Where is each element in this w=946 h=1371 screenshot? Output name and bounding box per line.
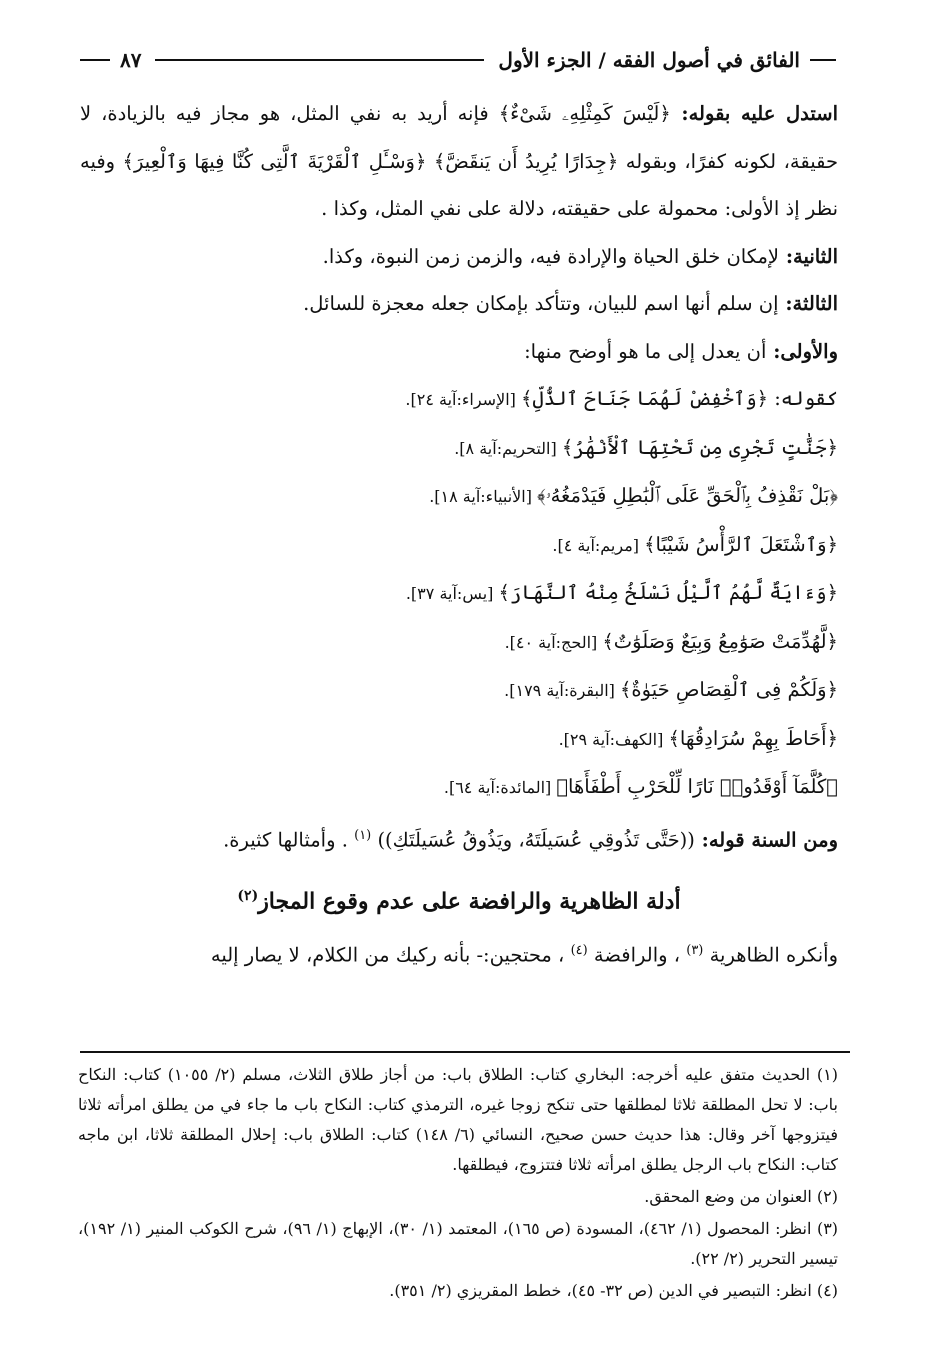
quran-quote: ﴿بَلْ نَقْذِفُ بِٱلْحَقِّ عَلَى ٱلْبَٰطِلِ فَيَدْمَغُهُۥ﴾: [537, 484, 838, 507]
quran-quote: ﴿لَّهُدِّمَتْ صَوَٰمِعُ وَبِيَعٌ وَصَلَوَٰتٌ﴾: [602, 629, 838, 653]
text-run: وفيه نظر إذ الأولى: محمولة على حقيقته، دلالة على نفي المثل، وكذا .: [80, 149, 838, 220]
footnote-marker: (٣): [686, 942, 704, 958]
verse-reference: [الحج:آية ٤٠].: [504, 632, 603, 652]
verse-reference: [المائدة:آية ٦٤].: [443, 778, 557, 797]
verse-reference: [الكهف:آية ٢٩].: [558, 729, 669, 749]
footnotes: [78, 1060, 838, 1308]
verse-reference: [الإسراء:آية ٢٤].: [405, 390, 521, 409]
example-line: [80, 715, 838, 764]
verse-reference: [يس:آية ٣٧].: [405, 584, 499, 603]
verse-reference: [مريم:آية ٤].: [552, 535, 645, 555]
example-line: [80, 618, 838, 667]
quran-quote: ﴿وَٱخْفِضْ لَهُمَا جَنَاحَ ٱلذُّلِّ﴾: [520, 387, 769, 410]
text-run: فإنه أريد به نفي المثل، هو مجاز فيه بالزيادة، لا حقيقة، لكونه كفرًا، وبقوله: [80, 102, 838, 173]
paragraph-denial: [80, 927, 838, 979]
example-line: [80, 763, 838, 812]
quran-quote: ﴿جِدَارًا يُرِيدُ أَن يَنقَضَّ﴾: [433, 149, 619, 173]
paragraph-label: استدل عليه بقوله:: [670, 102, 838, 125]
footnote-separator: [80, 1051, 850, 1053]
example-line: [80, 375, 838, 424]
footnote-1: (١) الحديث متفق عليه أخرجه: البخاري كتاب: الطلاق باب: من أجاز طلاق الثلاث، مسلم (٢/ ١٠٥٥) كتاب: النكاح باب: لا تحل المطلقة ثلاثا لمطلقها حتى تنكح زوجا غيره، الترمذي كتاب: النكاح باب ما جاء في من يطلق امرأته ثلاثا فيتزوجها آخر وقال: هذا حديث حسن صحيح، النسائي (٦/ ١٤٨) كتاب: الطلاق باب: إحلال المطلقة ثلاثا، ابن ماجه كتاب: النكاح باب الرجل يطلق امرأته ثلاثا فتتزوج، فيطلقها.: [78, 1065, 838, 1174]
spacer: [426, 150, 433, 173]
text-run: ، محتجين:- بأنه ركيك من الكلام، لا يصار إليه: [210, 943, 571, 967]
example-line: [80, 666, 838, 715]
text-run: لإمكان خلق الحياة والإرادة فيه، والزمن زمن النبوة، وكذا.: [322, 244, 780, 268]
paragraph-third: [80, 280, 838, 328]
paragraph-label: الثالثة:: [778, 292, 838, 315]
header-dash-right: [810, 59, 836, 61]
footnote-marker: (٢): [237, 887, 259, 904]
footnote-2: (٢) العنوان من وضع المحقق.: [644, 1187, 838, 1206]
section-heading: [80, 870, 838, 927]
quran-quote: ﴿وَءَايَةٌ لَّهُمُ ٱلَّيْلُ نَسْلَخُ مِنْهُ ٱلنَّهَارَ﴾: [498, 581, 838, 604]
quran-quote: ﴿كُلَّمَآ أَوْقَدُوا۟ نَارًا لِّلْحَرْبِ أَطْفَأَهَا﴾: [556, 775, 838, 798]
page-number: ٨٧: [120, 48, 142, 72]
text-run: إن سلم أنها اسم للبيان، وتتأكد بإمكان جعله معجزة للسائل.: [303, 292, 779, 315]
text-run: أن يعدل إلى ما هو أوضح منها:: [524, 339, 767, 363]
paragraph-first-argument: [80, 90, 838, 233]
example-line: [80, 521, 838, 570]
verse-reference: [الأنبياء:آية ١٨].: [429, 487, 538, 506]
example-line: [80, 424, 838, 473]
paragraph-label: الثانية:: [779, 244, 838, 268]
paragraph-label: ومن السنة قوله:: [694, 828, 838, 851]
footnote-3: (٣) انظر: المحصول (١/ ٤٦٢)، المسودة (ص ١٦٥)، المعتمد (١/ ٣٠)، الإبهاج (١/ ٩٦)، شرح الكوكب المنير (١/ ١٩٢)، تيسير التحرير (٢/ ٢٢).: [78, 1219, 839, 1268]
header-rule: [155, 59, 484, 61]
footnote-4: (٤) انظر: التبصير في الدين (ص ٣٢- ٤٥)، خطط المقريزي (٢/ ٣٥١).: [389, 1281, 838, 1300]
text-run: . وأمثالها كثيرة.: [223, 828, 355, 851]
paragraph-better: [80, 328, 838, 376]
quran-quote: ﴿وَٱشْتَعَلَ ٱلرَّأْسُ شَيْبًا﴾: [644, 532, 838, 556]
main-text: [80, 90, 838, 979]
verse-reference: [التحريم:آية ٨].: [454, 438, 562, 458]
header-dash-left: [80, 59, 110, 61]
quran-quote: ﴿وَلَكُمْ فِى ٱلْقِصَاصِ حَيَوٰةٌ﴾: [619, 678, 838, 701]
running-header: [80, 42, 836, 78]
example-line: [80, 472, 838, 521]
quran-quote: ﴿أَحَاطَ بِهِمْ سُرَادِقُهَا﴾: [668, 726, 838, 750]
quran-quote: ﴿وَسْـَٔلِ ٱلْقَرْيَةَ ٱلَّتِى كُنَّا فِيهَا وَٱلْعِيرَ﴾: [122, 149, 427, 173]
verse-reference: [البقرة:آية ١٧٩].: [504, 681, 620, 700]
footnote-marker: (١): [354, 827, 372, 843]
text-run: ، والرافضة: [587, 943, 687, 967]
footnote-marker: (٤): [570, 942, 588, 958]
sunnah-line: [80, 812, 838, 864]
book-title: الفائق في أصول الفقه / الجزء الأول: [498, 48, 800, 72]
paragraph-second: [80, 233, 838, 281]
example-line: [80, 569, 838, 618]
paragraph-label: والأولى:: [766, 339, 838, 363]
hadith-quote: ((حَتَّى تَذُوقِي عُسَيلَتَهُ، ويَذُوقُ عُسَيلَتَكِ)): [377, 828, 695, 851]
quran-quote: ﴿لَيْسَ كَمِثْلِهِۦ شَىْءٌ﴾: [498, 102, 671, 125]
example-intro: كقوله:: [768, 387, 838, 410]
text-run: وأنكره الظاهرية: [703, 943, 838, 967]
section-heading-text: أدلة الظاهرية والرافضة على عدم وقوع المجاز: [258, 887, 681, 914]
quran-quote: ﴿جَنَّٰتٍ تَجْرِى مِن تَحْتِهَا ٱلْأَنْهَٰرُ﴾: [561, 435, 838, 459]
